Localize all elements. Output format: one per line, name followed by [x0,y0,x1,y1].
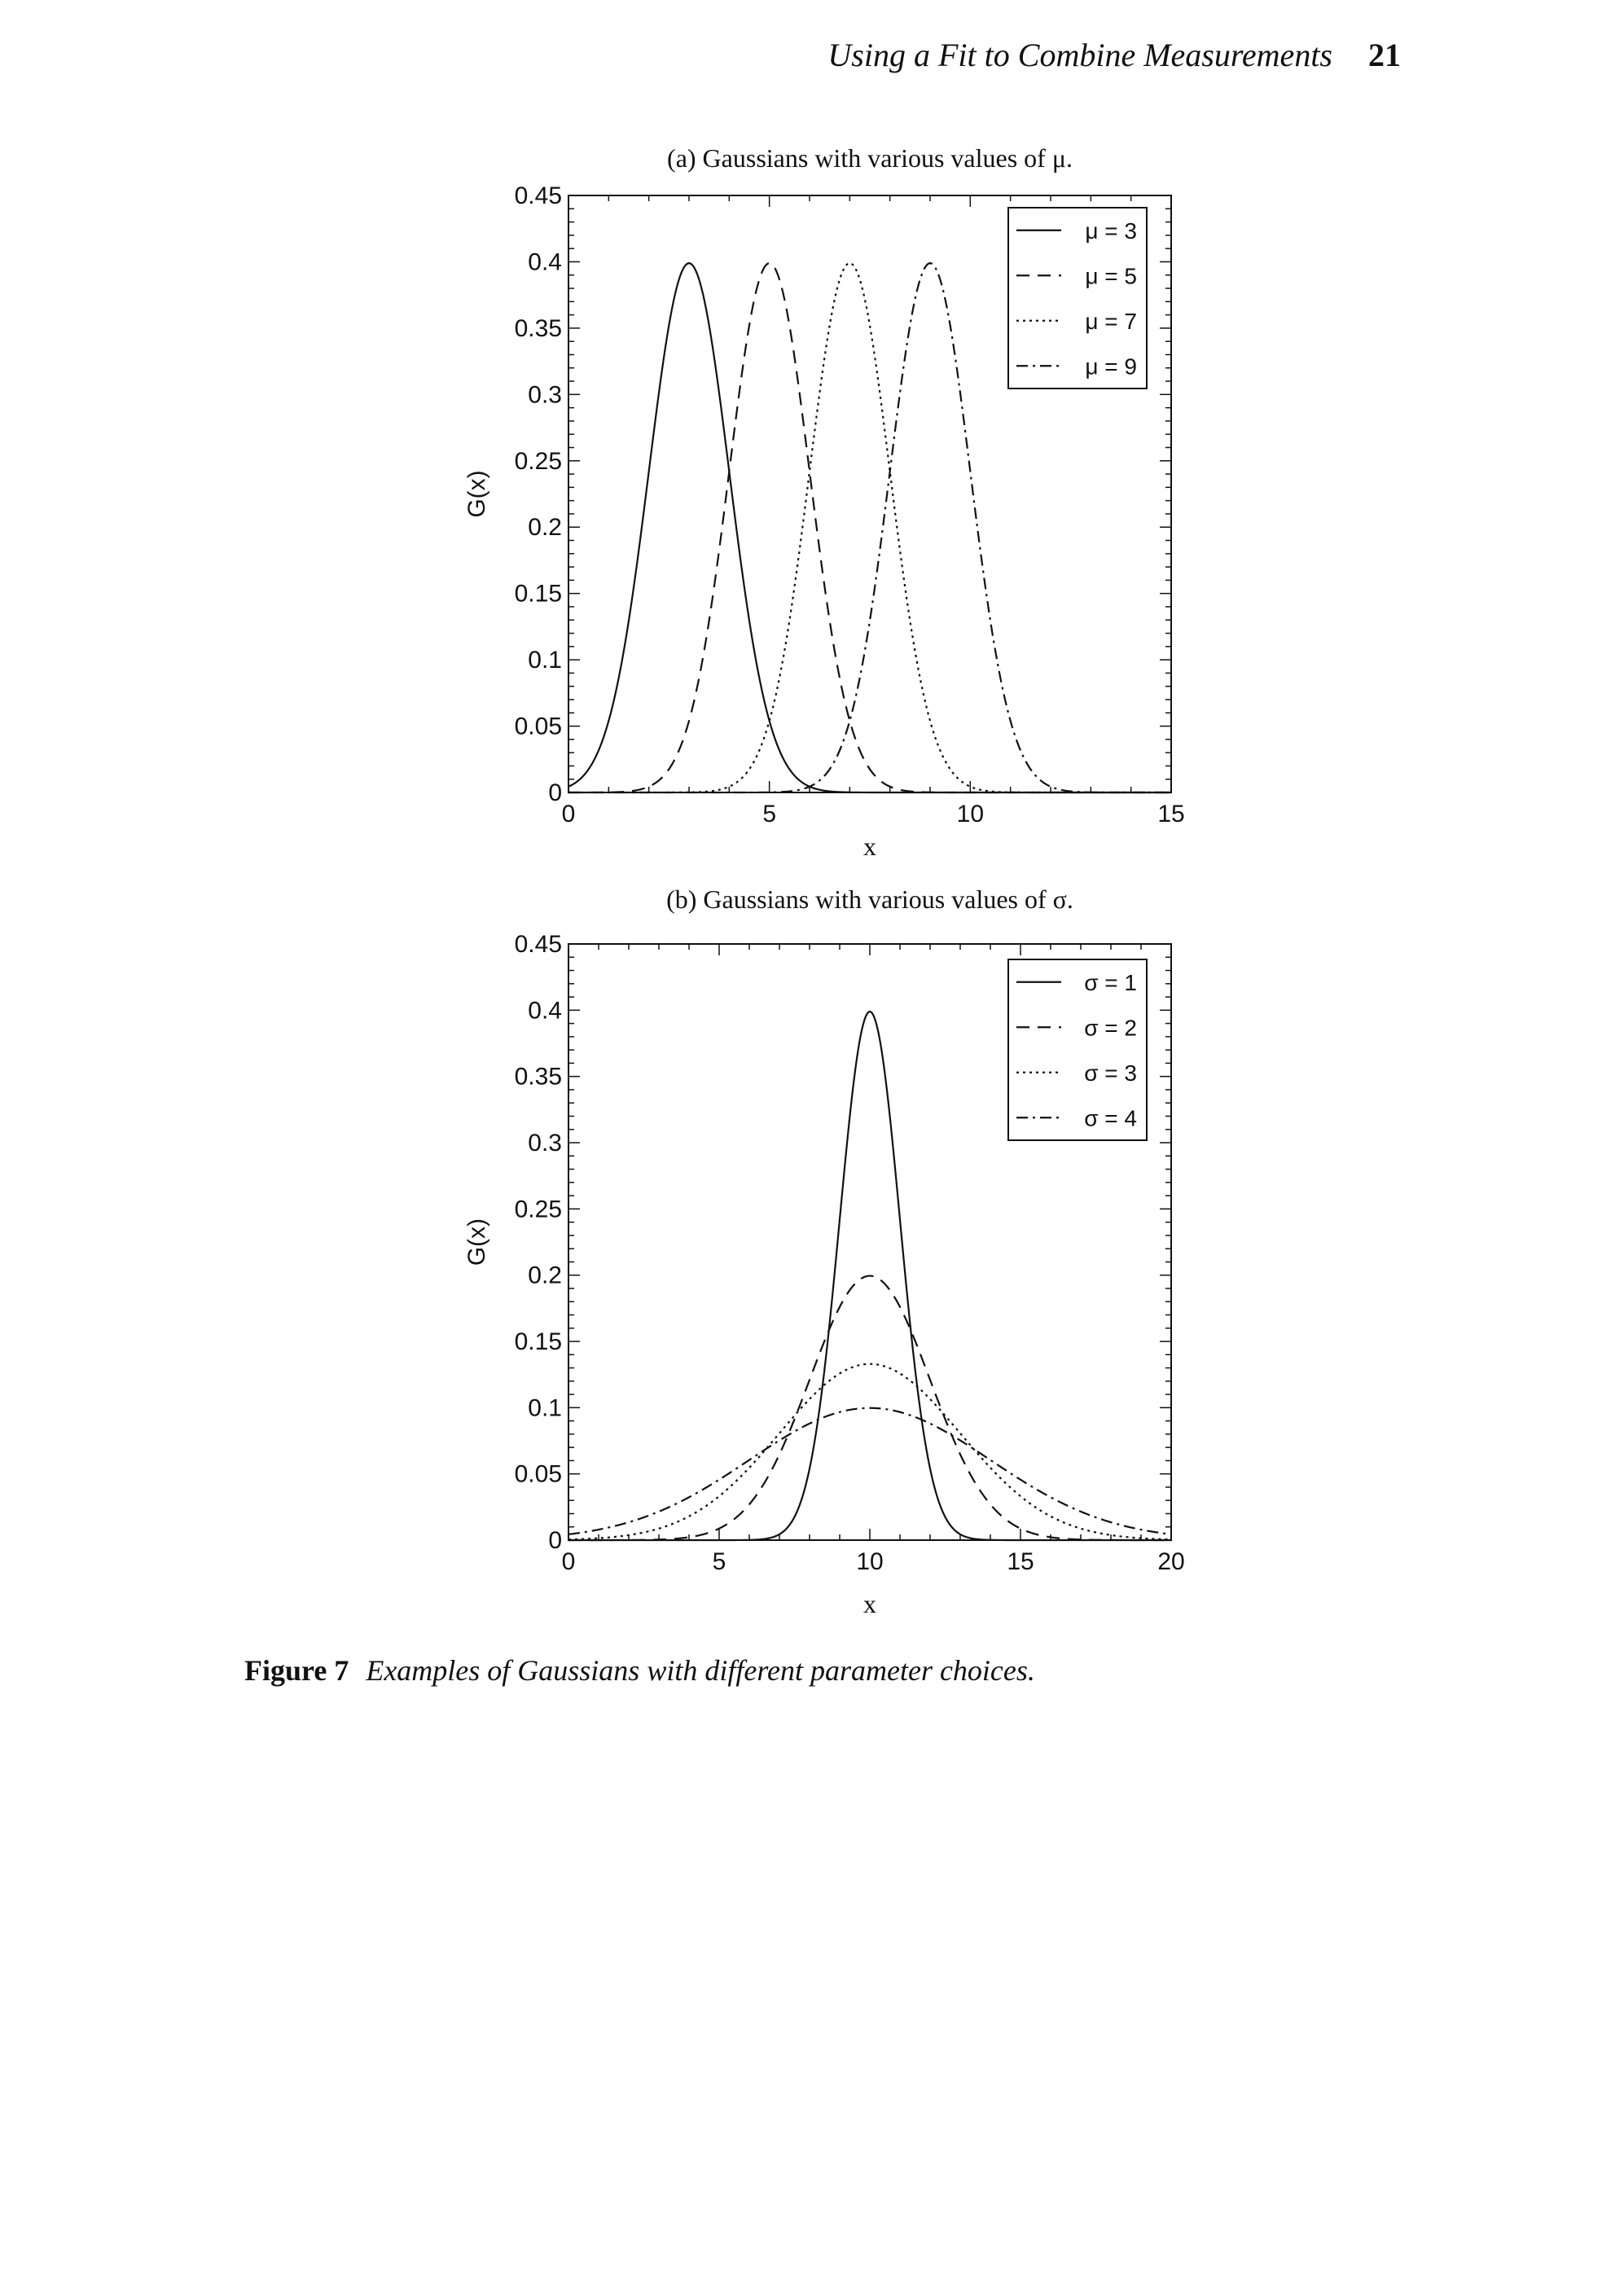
figure-label: Figure 7 [244,1654,349,1687]
legend-label: σ = 1 [1084,969,1137,995]
y-tick-label: 0.35 [514,1063,562,1091]
x-tick-label: 10 [956,801,985,827]
y-tick-label: 0.4 [528,997,562,1025]
series-line [568,1364,1171,1539]
y-tick-label: 0.45 [514,931,562,958]
x-tick-label: 5 [762,801,777,827]
y-tick-label: 0.15 [514,580,562,608]
x-axis-label: x [863,832,876,861]
y-axis-label: G(x) [463,1218,490,1266]
legend-label: μ = 7 [1085,308,1137,334]
y-tick-label: 0 [548,779,562,806]
y-tick-label: 0.1 [528,647,562,674]
legend-label: σ = 4 [1084,1105,1137,1131]
y-tick-label: 0.4 [528,248,562,276]
y-tick-label: 0.1 [528,1394,562,1422]
legend-label: μ = 3 [1085,217,1137,244]
chart-title: (b) Gaussians with various values of σ. [666,885,1073,914]
y-tick-label: 0.15 [514,1328,562,1355]
figure-caption [244,1653,1466,1688]
x-tick-label: 15 [1157,801,1185,827]
running-head-title: Using a Fit to Combine Measurements [827,37,1332,73]
x-tick-label: 15 [1007,1548,1034,1575]
legend [1008,959,1147,1140]
y-tick-label: 0.25 [514,1196,562,1223]
page-number: 21 [1368,37,1401,73]
figure-caption-text: Examples of Gaussians with different parameter choices. [366,1654,1035,1687]
legend-label: μ = 5 [1085,263,1137,289]
running-head [733,36,1401,74]
x-tick-label: 10 [856,1548,884,1575]
y-tick-label: 0 [548,1527,562,1554]
x-tick-label: 5 [712,1548,726,1575]
y-tick-label: 0.3 [528,381,562,409]
chart-title: (a) Gaussians with various values of μ. [667,143,1073,173]
chart-gaussians-sigma [0,871,1624,1637]
legend-label: σ = 3 [1084,1060,1137,1086]
x-tick-label: 0 [561,801,576,827]
y-tick-label: 0.25 [514,447,562,475]
y-tick-label: 0.45 [514,182,562,209]
chart-gaussians-mu [0,122,1624,871]
legend-label: σ = 2 [1084,1015,1137,1041]
y-tick-label: 0.05 [514,713,562,740]
legend [1008,208,1147,388]
x-tick-label: 0 [561,1548,576,1575]
x-axis-label: x [863,1589,876,1618]
y-tick-label: 0.35 [514,314,562,342]
y-tick-label: 0.3 [528,1130,562,1157]
legend-label: μ = 9 [1085,353,1137,380]
y-tick-label: 0.05 [514,1460,562,1488]
series-line [568,1408,1171,1534]
y-axis-label: G(x) [463,470,490,518]
x-tick-label: 20 [1157,1548,1185,1575]
y-tick-label: 0.2 [528,1262,562,1289]
y-tick-label: 0.2 [528,514,562,542]
